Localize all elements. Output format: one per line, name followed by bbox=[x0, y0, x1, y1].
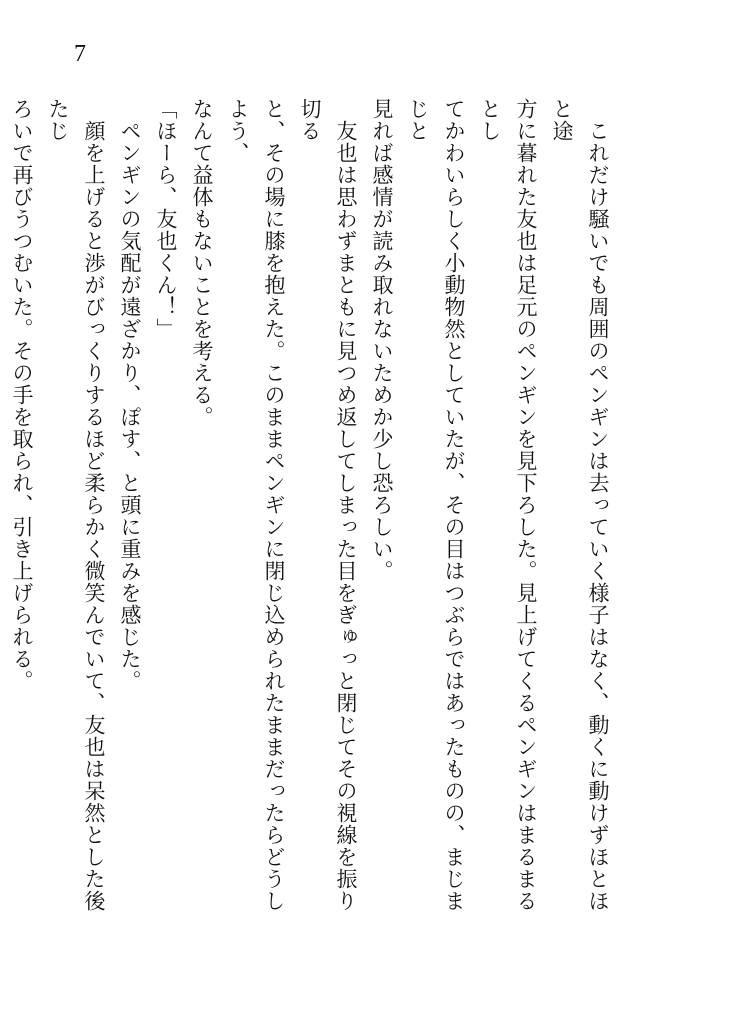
text-line: ペンギンの気配が遠ざかり、ぽす、と頭に重みを感じた。 bbox=[118, 98, 142, 692]
body-text bbox=[10, 98, 616, 928]
text-line: 方に暮れた友也は足元のペンギンを見下ろした。見上げてくるペンギンはまるまるとし bbox=[478, 98, 538, 912]
text-line bbox=[0, 98, 4, 928]
text-line: 顔を上げると渉がびっくりするほど柔らかく微笑んでいて、友也は呆然とした後たじ bbox=[46, 98, 106, 912]
text-line: と、その場に膝を抱えた。このままペンギンに閉じ込められたままだったらどうしよう、 bbox=[226, 98, 286, 912]
text-line: なんて益体もないことを考える。 bbox=[190, 98, 214, 428]
page-number: 7 bbox=[74, 41, 86, 67]
text-line: 見れば感情が読み取れないためか少し恐ろしい。 bbox=[370, 98, 394, 582]
text-line: ろいで再びうつむいた。その手を取られ、引き上げられる。 bbox=[10, 98, 34, 692]
text-line: 「ほーら、友也くん！」 bbox=[154, 98, 178, 340]
text-line: これだけ騒いでも周囲のペンギンは去っていく様子はなく、動くに動けずほとほと途 bbox=[550, 98, 610, 912]
text-line: てかわいらしく小動物然としていたが、その目はつぶらではあったものの、まじまじと bbox=[406, 98, 466, 912]
text-line: 友也は思わずまともに見つめ返してしまった目をぎゅっと閉じてその視線を振り切る bbox=[298, 98, 358, 912]
